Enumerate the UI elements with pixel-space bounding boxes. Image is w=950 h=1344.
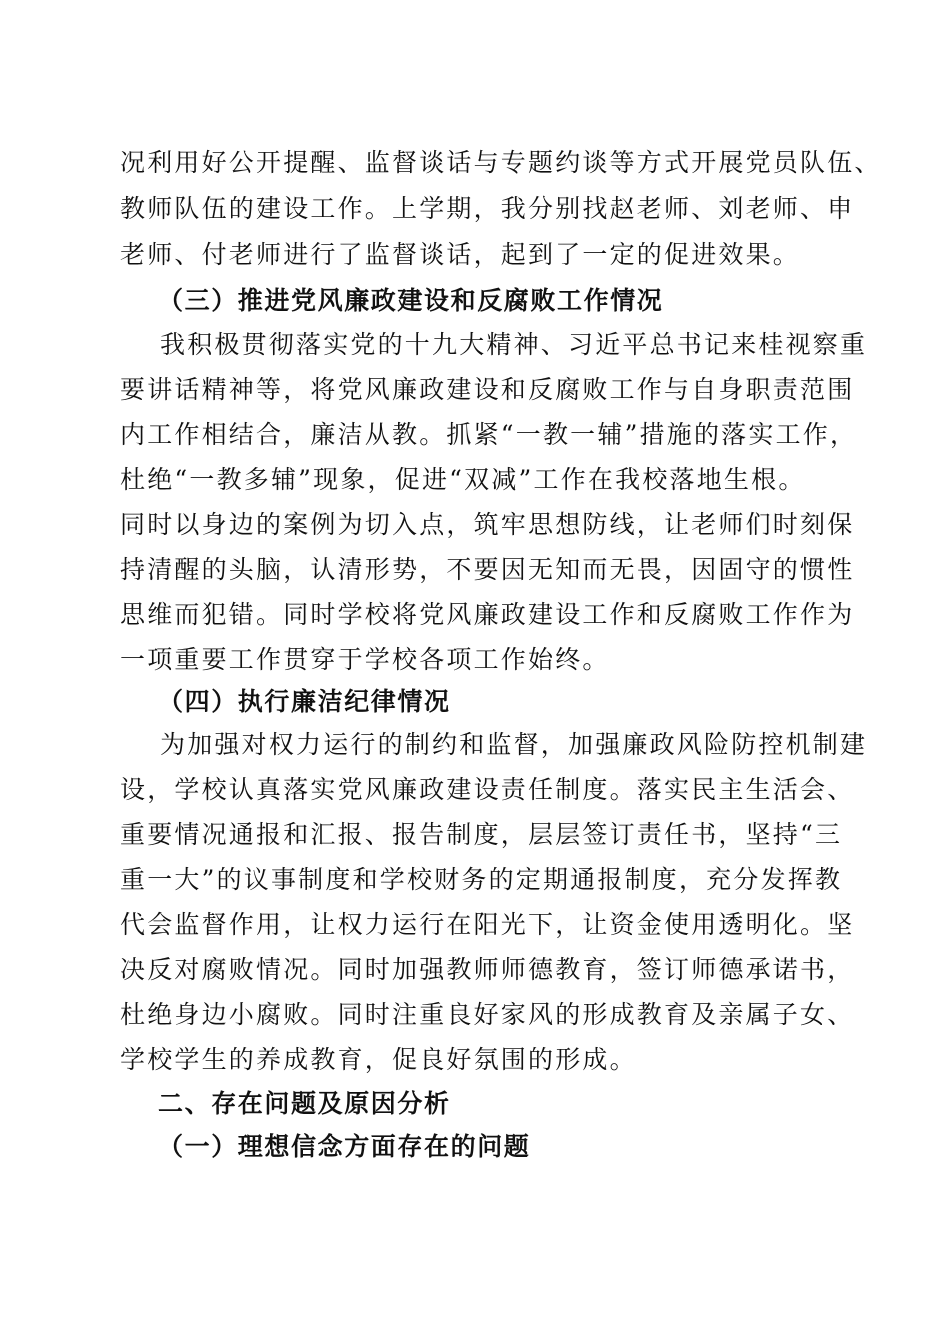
body-text-line: 杜绝“一教多辅”现象，促进“双减”工作在我校落地生根。: [120, 465, 806, 494]
body-text-line: 老师、付老师进行了监督谈话，起到了一定的促进效果。: [120, 240, 801, 269]
body-text-line: 要讲话精神等，将党风廉政建设和反腐败工作与自身职责范围: [120, 375, 855, 404]
body-text-line: 杜绝身边小腐败。同时注重良好家风的形成教育及亲属子女、: [120, 1000, 855, 1029]
section-heading-3: （三）推进党风廉政建设和反腐败工作情况: [158, 286, 664, 315]
body-text-line: 决反对腐败情况。同时加强教师师德教育，签订师德承诺书，: [120, 955, 855, 984]
paragraph-first-line: 我积极贯彻落实党的十九大精神、习近平总书记来桂视察重: [160, 330, 868, 359]
body-text-line: 学校学生的养成教育，促良好氛围的形成。: [120, 1045, 637, 1074]
body-text-line: 设，学校认真落实党风廉政建设责任制度。落实民主生活会、: [120, 775, 855, 804]
body-text-line: 持清醒的头脑，认清形势，不要因无知而无畏，因固守的惯性: [120, 555, 855, 584]
body-text-line: 思维而犯错。同时学校将党风廉政建设工作和反腐败工作作为: [120, 600, 855, 629]
paragraph-first-line: 为加强对权力运行的制约和监督，加强廉政风险防控机制建: [160, 730, 868, 759]
body-text-line: 况利用好公开提醒、监督谈话与专题约谈等方式开展党员队伍、: [120, 148, 882, 177]
body-text-line: 重要情况通报和汇报、报告制度，层层签订责任书，坚持“三: [120, 820, 843, 849]
body-text-line: 教师队伍的建设工作。上学期，我分别找赵老师、刘老师、申: [120, 194, 855, 223]
body-text-line: 同时以身边的案例为切入点，筑牢思想防线，让老师们时刻保: [120, 510, 855, 539]
body-text-line: 代会监督作用，让权力运行在阳光下，让资金使用透明化。坚: [120, 910, 855, 939]
body-text-line: 重一大”的议事制度和学校财务的定期通报制度，充分发挥教: [120, 865, 843, 894]
section-heading-4: （四）执行廉洁纪律情况: [158, 687, 451, 716]
subsection-heading-1: （一）理想信念方面存在的问题: [158, 1132, 531, 1161]
body-text-line: 内工作相结合，廉洁从教。抓紧“一教一辅”措施的落实工作，: [120, 420, 858, 449]
chapter-heading: 二、存在问题及原因分析: [158, 1089, 451, 1118]
body-text-line: 一项重要工作贯穿于学校各项工作始终。: [120, 645, 610, 674]
